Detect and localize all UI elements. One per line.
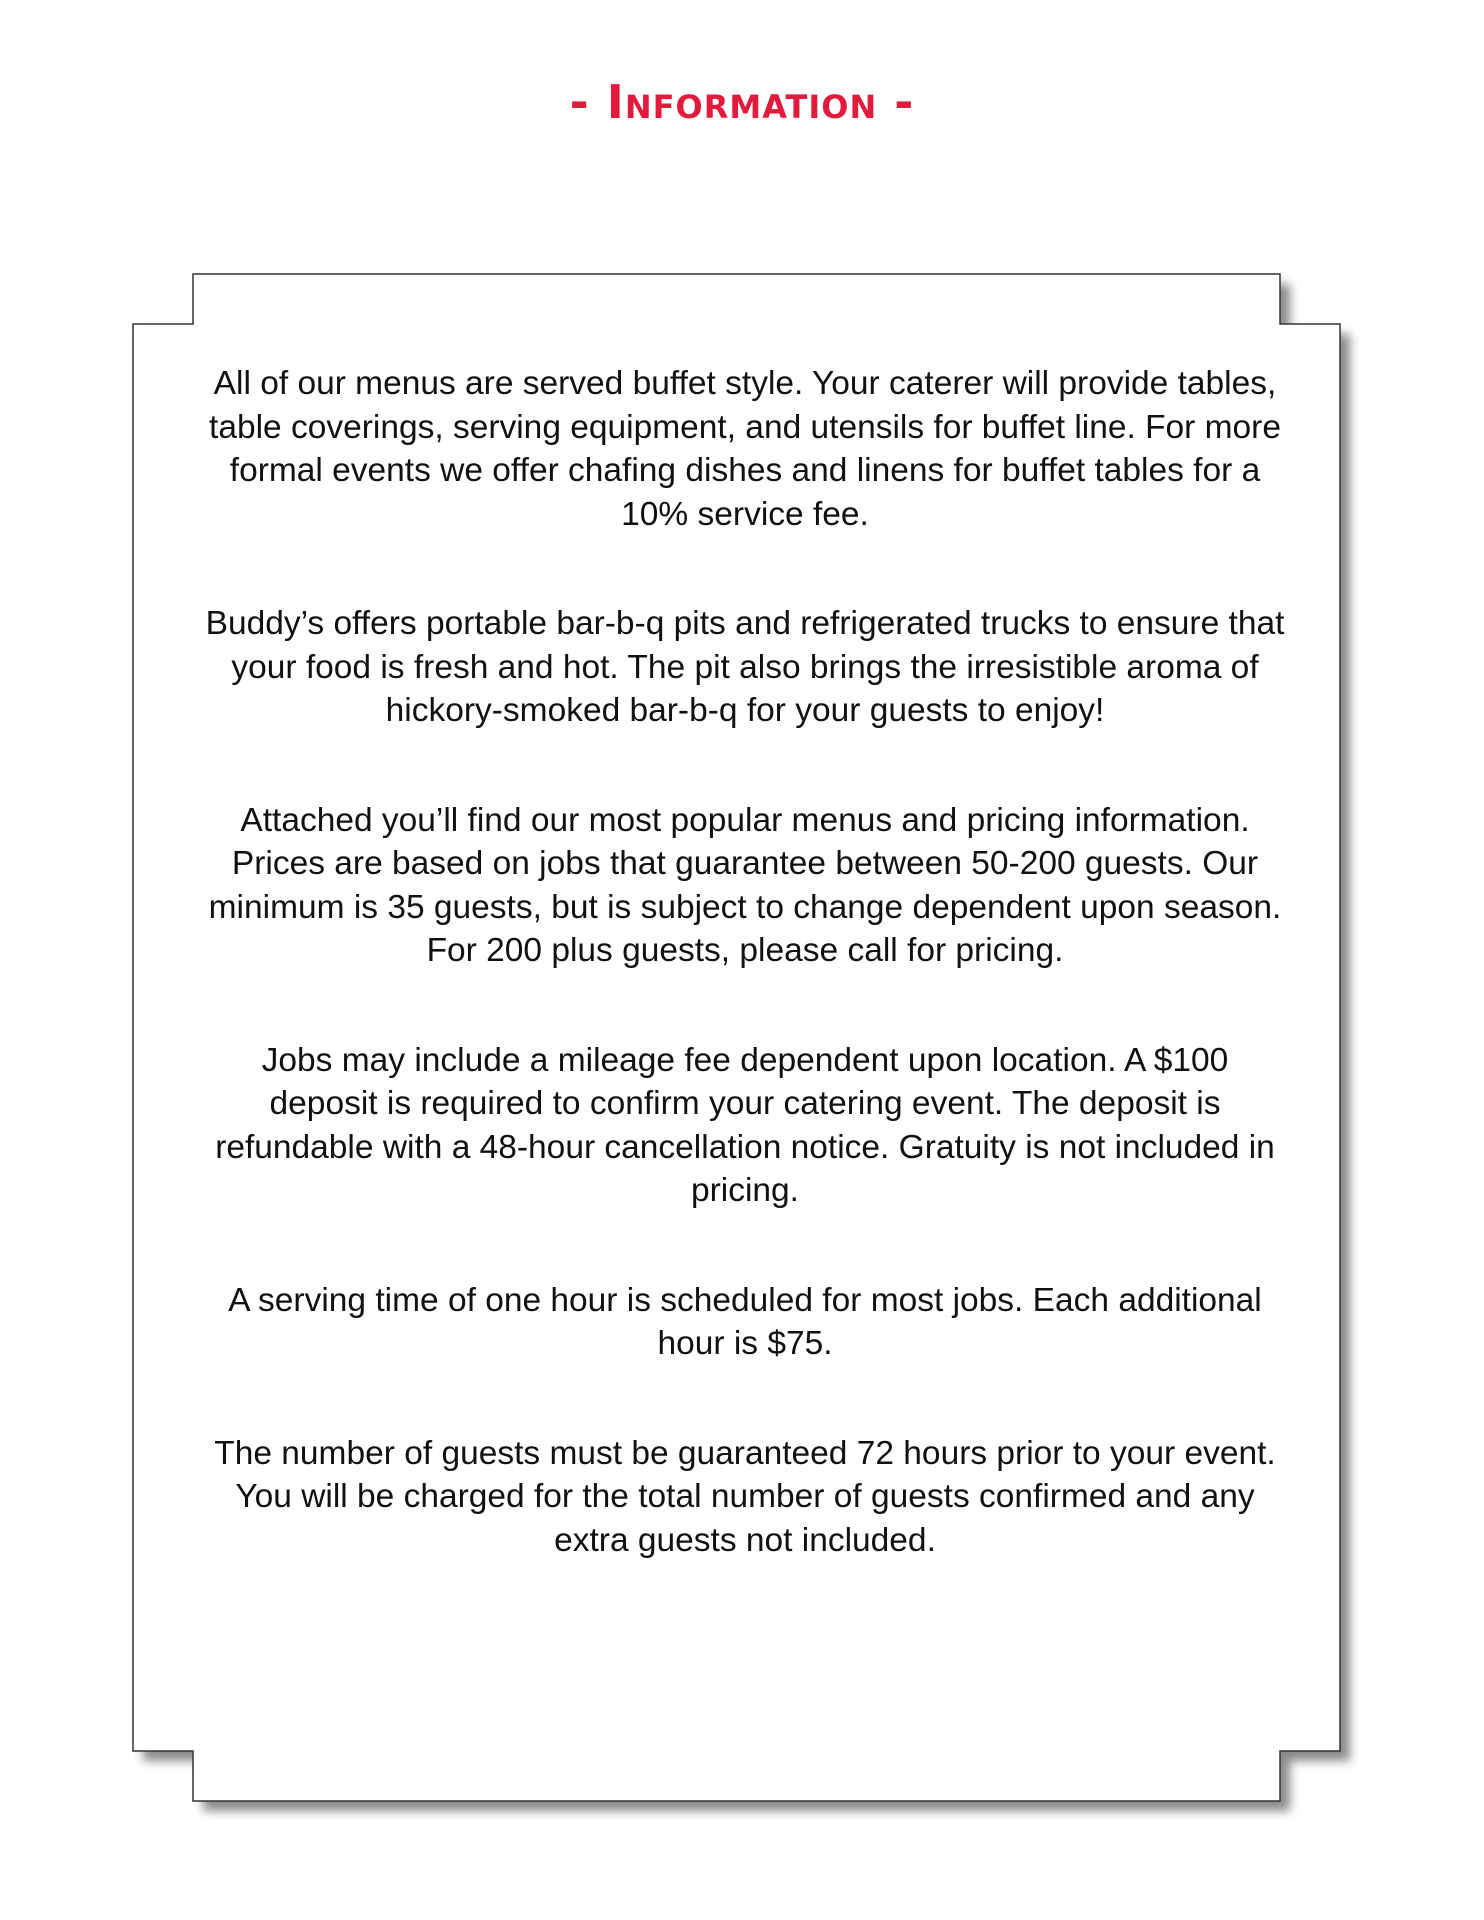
paragraph-guest-count: The number of guests must be guaranteed 72 hours prior to your event. You will be charged for the total number of guests confirmed and any extra guests not included. — [214, 1434, 1276, 1559]
page-title: - Information - — [569, 75, 915, 129]
paragraph-fees-deposit: Jobs may include a mileage fee dependent upon location. A $100 deposit is required to confirm your catering event. The deposit is refundable with a 48-hour cancellation notice. Gratuity is not included in pricing. — [215, 1041, 1275, 1209]
paragraph-buffet-style: All of our menus are served buffet style. Your caterer will provide tables, table coverings, serving equipment, and utensils for buffet line. For more formal events we offer chafing dishes and linens for buffet tables for a 10% service fee. — [209, 365, 1281, 533]
information-text — [205, 362, 1285, 1628]
paragraph-portable-pits: Buddy’s offers portable bar-b-q pits and refrigerated trucks to ensure that your food is fresh and hot. The pit also brings the irresistible aroma of hickory-smoked bar-b-q for your guests to enjoy! — [205, 605, 1285, 729]
paragraph-menus-pricing: Attached you’ll find our most popular menus and pricing information. Prices are based on jobs that guarantee between 50-200 guests. Our minimum is 35 guests, but is subject to change dependent upon season. For 200 plus guests, please call for pricing. — [208, 801, 1282, 969]
paragraph-serving-time: A serving time of one hour is scheduled for most jobs. Each additional hour is $75. — [228, 1281, 1262, 1362]
